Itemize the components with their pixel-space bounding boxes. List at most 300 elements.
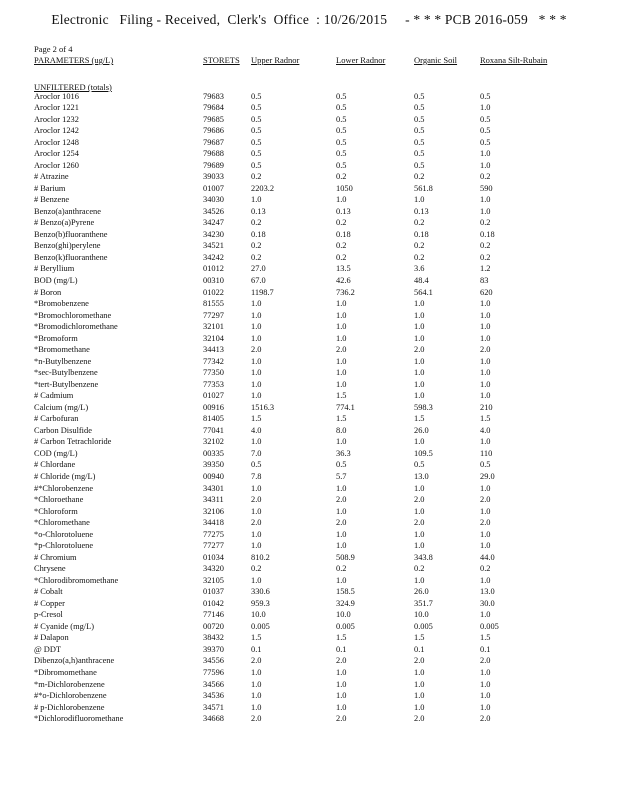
organic-soil-cell: 0.2 xyxy=(414,252,425,262)
parameter-cell: # Dalapon xyxy=(34,633,69,643)
storet-cell: 79688 xyxy=(203,149,224,159)
upper-radnor-cell: 2.0 xyxy=(251,656,262,666)
upper-radnor-cell: 1.0 xyxy=(251,299,262,309)
storet-cell: 00720 xyxy=(203,621,224,631)
table-row xyxy=(0,436,618,447)
roxana-silt-cell: 210 xyxy=(480,402,493,412)
lower-radnor-cell: 1050 xyxy=(336,183,353,193)
lower-radnor-cell: 8.0 xyxy=(336,425,347,435)
storet-cell: 34556 xyxy=(203,656,224,666)
roxana-silt-cell: 1.0 xyxy=(480,333,491,343)
roxana-silt-cell: 0.5 xyxy=(480,137,491,147)
roxana-silt-cell: 1.5 xyxy=(480,414,491,424)
roxana-silt-cell: 1.0 xyxy=(480,575,491,585)
organic-soil-cell: 0.2 xyxy=(414,218,425,228)
parameter-cell: # Barium xyxy=(34,183,66,193)
roxana-silt-cell: 2.0 xyxy=(480,714,491,724)
roxana-silt-cell: 1.0 xyxy=(480,356,491,366)
parameter-cell: # Carbofuran xyxy=(34,414,79,424)
lower-radnor-cell: 0.2 xyxy=(336,252,347,262)
organic-soil-cell: 1.0 xyxy=(414,356,425,366)
roxana-silt-cell: 1.0 xyxy=(480,206,491,216)
table-row xyxy=(0,91,618,102)
table-row xyxy=(0,125,618,136)
parameter-cell: # Benzene xyxy=(34,195,70,205)
roxana-silt-cell: 13.0 xyxy=(480,587,495,597)
roxana-silt-cell: 0.2 xyxy=(480,252,491,262)
storet-cell: 32102 xyxy=(203,437,224,447)
lower-radnor-cell: 2.0 xyxy=(336,656,347,666)
storet-cell: 77342 xyxy=(203,356,224,366)
upper-radnor-cell: 1516.3 xyxy=(251,402,275,412)
lower-radnor-cell: 1.0 xyxy=(336,368,347,378)
table-row xyxy=(0,448,618,459)
storet-cell: 34571 xyxy=(203,702,224,712)
roxana-silt-cell: 590 xyxy=(480,183,493,193)
lower-radnor-cell: 1.0 xyxy=(336,541,347,551)
storet-cell: 34566 xyxy=(203,679,224,689)
roxana-silt-cell: 1.0 xyxy=(480,529,491,539)
parameter-cell: *Chloromethane xyxy=(34,518,90,528)
storet-cell: 34247 xyxy=(203,218,224,228)
organic-soil-cell: 109.5 xyxy=(414,448,433,458)
storet-cell: 32101 xyxy=(203,322,224,332)
lower-radnor-cell: 1.0 xyxy=(336,668,347,677)
storet-cell: 79685 xyxy=(203,114,224,124)
lower-radnor-cell: 0.5 xyxy=(336,103,347,113)
parameter-cell: *o-Chlorotoluene xyxy=(34,529,94,539)
table-row xyxy=(0,206,618,217)
upper-radnor-cell: 0.5 xyxy=(251,126,262,136)
storet-cell: 79689 xyxy=(203,160,224,170)
parameter-cell: # Chloride (mg/L) xyxy=(34,471,96,481)
roxana-silt-cell: 1.0 xyxy=(480,610,491,620)
lower-radnor-cell: 0.5 xyxy=(336,114,347,124)
storet-cell: 00916 xyxy=(203,402,224,412)
roxana-silt-cell: 0.2 xyxy=(480,218,491,228)
parameter-cell: # Chlordane xyxy=(34,460,76,470)
roxana-silt-cell: 2.0 xyxy=(480,495,491,505)
lower-radnor-cell: 0.1 xyxy=(336,644,347,654)
lower-radnor-cell: 1.0 xyxy=(336,356,347,366)
section-title: UNFILTERED (totals) xyxy=(34,82,112,92)
organic-soil-cell: 1.0 xyxy=(414,506,425,516)
organic-soil-cell: 26.0 xyxy=(414,587,429,597)
parameter-cell: Carbon Disulfide xyxy=(34,425,92,435)
storet-cell: 79683 xyxy=(203,91,224,101)
storet-cell: 32105 xyxy=(203,575,224,585)
roxana-silt-cell: 1.0 xyxy=(480,322,491,332)
parameter-cell: Aroclor 1232 xyxy=(34,114,79,124)
roxana-silt-cell: 1.0 xyxy=(480,299,491,309)
parameter-cell: *Bromoform xyxy=(34,333,78,343)
parameter-cell: #*o-Dichlorobenzene xyxy=(34,691,107,701)
organic-soil-cell: 3.6 xyxy=(414,264,425,274)
storet-cell: 34230 xyxy=(203,229,224,239)
organic-soil-cell: 0.5 xyxy=(414,160,425,170)
storet-cell: 00310 xyxy=(203,275,224,285)
storet-cell: 39350 xyxy=(203,460,224,470)
upper-radnor-cell: 1.0 xyxy=(251,310,262,320)
table-row xyxy=(0,506,618,517)
lower-radnor-cell: 1.0 xyxy=(336,529,347,539)
roxana-silt-cell: 0.2 xyxy=(480,172,491,182)
storet-cell: 77277 xyxy=(203,541,224,551)
organic-soil-cell: 1.0 xyxy=(414,391,425,401)
table-row xyxy=(0,160,618,171)
lower-radnor-cell: 0.18 xyxy=(336,229,351,239)
upper-radnor-cell: 0.5 xyxy=(251,114,262,124)
table-row xyxy=(0,529,618,540)
upper-radnor-cell: 27.0 xyxy=(251,264,266,274)
roxana-silt-cell: 0.5 xyxy=(480,126,491,136)
table-row xyxy=(0,344,618,355)
roxana-silt-cell: 1.0 xyxy=(480,379,491,389)
table-row xyxy=(0,471,618,482)
roxana-silt-cell: 1.0 xyxy=(480,437,491,447)
storet-cell: 38432 xyxy=(203,633,224,643)
roxana-silt-cell: 1.0 xyxy=(480,310,491,320)
lower-radnor-cell: 0.5 xyxy=(336,149,347,159)
upper-radnor-cell: 0.1 xyxy=(251,644,262,654)
upper-radnor-cell: 0.13 xyxy=(251,206,266,216)
upper-radnor-cell: 1198.7 xyxy=(251,287,274,297)
roxana-silt-cell: 620 xyxy=(480,287,493,297)
roxana-silt-cell: 1.0 xyxy=(480,679,491,689)
organic-soil-cell: 1.5 xyxy=(414,633,425,643)
storet-cell: 34311 xyxy=(203,495,224,505)
upper-radnor-cell: 10.0 xyxy=(251,610,266,620)
lower-radnor-cell: 2.0 xyxy=(336,345,347,355)
organic-soil-cell: 564.1 xyxy=(414,287,433,297)
lower-radnor-cell: 508.9 xyxy=(336,552,355,562)
organic-soil-cell: 1.0 xyxy=(414,668,425,677)
roxana-silt-cell: 1.0 xyxy=(480,160,491,170)
table-row xyxy=(0,333,618,344)
lower-radnor-cell: 774.1 xyxy=(336,402,355,412)
organic-soil-cell: 26.0 xyxy=(414,425,429,435)
roxana-silt-cell: 0.5 xyxy=(480,460,491,470)
upper-radnor-cell: 1.0 xyxy=(251,702,262,712)
parameter-cell: # Copper xyxy=(34,598,65,608)
table-row xyxy=(0,459,618,470)
lower-radnor-cell: 1.0 xyxy=(336,379,347,389)
parameter-cell: *m-Dichlorobenzene xyxy=(34,679,105,689)
storet-cell: 77353 xyxy=(203,379,224,389)
roxana-silt-cell: 0.5 xyxy=(480,91,491,101)
organic-soil-cell: 351.7 xyxy=(414,598,433,608)
table-row xyxy=(0,402,618,413)
parameter-cell: BOD (mg/L) xyxy=(34,275,78,285)
storet-cell: 34521 xyxy=(203,241,224,251)
organic-soil-cell: 1.0 xyxy=(414,541,425,551)
roxana-silt-cell: 0.2 xyxy=(480,241,491,251)
parameter-cell: Aroclor 1260 xyxy=(34,160,79,170)
storet-cell: 01027 xyxy=(203,391,224,401)
storet-cell: 32106 xyxy=(203,506,224,516)
parameter-cell: Aroclor 1221 xyxy=(34,103,79,113)
storet-cell: 34418 xyxy=(203,518,224,528)
table-row xyxy=(0,240,618,251)
parameter-cell: #*Chlorobenzene xyxy=(34,483,94,493)
roxana-silt-cell: 1.0 xyxy=(480,103,491,113)
roxana-silt-cell: 0.1 xyxy=(480,644,491,654)
storet-cell: 34536 xyxy=(203,691,224,701)
parameter-cell: *Dibromomethane xyxy=(34,668,97,677)
parameter-cell: Dibenzo(a,h)anthracene xyxy=(34,656,115,666)
roxana-silt-cell: 1.5 xyxy=(480,633,491,643)
storet-cell: 79686 xyxy=(203,126,224,136)
parameter-cell: # Beryllium xyxy=(34,264,75,274)
upper-radnor-cell: 1.0 xyxy=(251,575,262,585)
organic-soil-cell: 0.13 xyxy=(414,206,429,216)
organic-soil-cell: 0.1 xyxy=(414,644,425,654)
parameter-cell: # p-Dichlorobenzene xyxy=(34,702,105,712)
table-row xyxy=(0,263,618,274)
column-header-upper-radnor: Upper Radnor xyxy=(251,55,300,65)
organic-soil-cell: 0.2 xyxy=(414,241,425,251)
table-row xyxy=(0,621,618,632)
storet-cell: 34301 xyxy=(203,483,224,493)
upper-radnor-cell: 1.0 xyxy=(251,195,262,205)
table-row xyxy=(0,679,618,690)
lower-radnor-cell: 1.0 xyxy=(336,322,347,332)
roxana-silt-cell: 1.0 xyxy=(480,483,491,493)
parameter-cell: Aroclor 1242 xyxy=(34,126,79,136)
parameter-cell: # Boron xyxy=(34,287,62,297)
table-row xyxy=(0,713,618,724)
upper-radnor-cell: 0.5 xyxy=(251,149,262,159)
parameter-cell: Calcium (mg/L) xyxy=(34,402,89,412)
organic-soil-cell: 1.0 xyxy=(414,379,425,389)
table-row xyxy=(0,390,618,401)
upper-radnor-cell: 2.0 xyxy=(251,714,262,724)
table-row xyxy=(0,425,618,436)
lower-radnor-cell: 0.2 xyxy=(336,241,347,251)
storet-cell: 39033 xyxy=(203,172,224,182)
column-header-organic-soil: Organic Soil xyxy=(414,55,458,65)
lower-radnor-cell: 736.2 xyxy=(336,287,355,297)
lower-radnor-cell: 2.0 xyxy=(336,495,347,505)
organic-soil-cell: 13.0 xyxy=(414,471,429,481)
roxana-silt-cell: 1.0 xyxy=(480,691,491,701)
upper-radnor-cell: 1.5 xyxy=(251,633,262,643)
parameter-cell: Benzo(a)anthracene xyxy=(34,206,101,216)
roxana-silt-cell: 4.0 xyxy=(480,425,491,435)
table-row xyxy=(0,517,618,528)
upper-radnor-cell: 1.0 xyxy=(251,506,262,516)
table-row xyxy=(0,644,618,655)
upper-radnor-cell: 0.2 xyxy=(251,218,262,228)
storet-cell: 01034 xyxy=(203,552,224,562)
lower-radnor-cell: 1.5 xyxy=(336,391,347,401)
organic-soil-cell: 2.0 xyxy=(414,345,425,355)
roxana-silt-cell: 1.0 xyxy=(480,391,491,401)
upper-radnor-cell: 1.0 xyxy=(251,356,262,366)
table-row xyxy=(0,356,618,367)
parameter-cell: Benzo(b)fluoranthene xyxy=(34,229,108,239)
parameter-cell: COD (mg/L) xyxy=(34,448,78,458)
roxana-silt-cell: 1.0 xyxy=(480,668,491,677)
storet-cell: 79687 xyxy=(203,137,224,147)
roxana-silt-cell: 1.0 xyxy=(480,368,491,378)
lower-radnor-cell: 0.2 xyxy=(336,218,347,228)
lower-radnor-cell: 2.0 xyxy=(336,518,347,528)
lower-radnor-cell: 1.0 xyxy=(336,195,347,205)
upper-radnor-cell: 67.0 xyxy=(251,275,266,285)
table-row xyxy=(0,252,618,263)
table-row xyxy=(0,287,618,298)
upper-radnor-cell: 0.5 xyxy=(251,460,262,470)
lower-radnor-cell: 1.0 xyxy=(336,575,347,585)
organic-soil-cell: 1.0 xyxy=(414,679,425,689)
parameter-cell: # Benzo(a)Pyrene xyxy=(34,218,95,228)
table-row xyxy=(0,102,618,113)
upper-radnor-cell: 2.0 xyxy=(251,518,262,528)
roxana-silt-cell: 0.2 xyxy=(480,564,491,574)
organic-soil-cell: 0.5 xyxy=(414,149,425,159)
table-row xyxy=(0,552,618,563)
parameter-cell: Aroclor 1248 xyxy=(34,137,79,147)
table-row xyxy=(0,667,618,678)
upper-radnor-cell: 0.005 xyxy=(251,621,270,631)
organic-soil-cell: 1.0 xyxy=(414,691,425,701)
roxana-silt-cell: 1.0 xyxy=(480,149,491,159)
lower-radnor-cell: 158.5 xyxy=(336,587,355,597)
column-header-lower-radnor: Lower Radnor xyxy=(336,55,386,65)
upper-radnor-cell: 1.0 xyxy=(251,483,262,493)
upper-radnor-cell: 0.5 xyxy=(251,103,262,113)
storet-cell: 34242 xyxy=(203,252,224,262)
table-row xyxy=(0,586,618,597)
table-row xyxy=(0,413,618,424)
table-row xyxy=(0,321,618,332)
organic-soil-cell: 1.0 xyxy=(414,529,425,539)
lower-radnor-cell: 1.0 xyxy=(336,679,347,689)
table-row xyxy=(0,183,618,194)
lower-radnor-cell: 42.6 xyxy=(336,275,351,285)
parameter-cell: @ DDT xyxy=(34,644,62,654)
organic-soil-cell: 48.4 xyxy=(414,275,429,285)
parameter-cell: Aroclor 1016 xyxy=(34,91,79,101)
lower-radnor-cell: 36.3 xyxy=(336,448,351,458)
storet-cell: 01022 xyxy=(203,287,224,297)
lower-radnor-cell: 1.0 xyxy=(336,483,347,493)
upper-radnor-cell: 1.0 xyxy=(251,679,262,689)
upper-radnor-cell: 0.2 xyxy=(251,564,262,574)
lower-radnor-cell: 0.5 xyxy=(336,126,347,136)
table-row xyxy=(0,655,618,666)
upper-radnor-cell: 1.0 xyxy=(251,668,262,677)
upper-radnor-cell: 7.0 xyxy=(251,448,262,458)
lower-radnor-cell: 1.0 xyxy=(336,506,347,516)
storet-cell: 77275 xyxy=(203,529,224,539)
organic-soil-cell: 561.8 xyxy=(414,183,433,193)
parameter-cell: # Cyanide (mg/L) xyxy=(34,621,95,631)
organic-soil-cell: 343.8 xyxy=(414,552,433,562)
roxana-silt-cell: 0.18 xyxy=(480,229,495,239)
roxana-silt-cell: 110 xyxy=(480,448,493,458)
parameter-cell: *tert-Butylbenzene xyxy=(34,379,99,389)
table-row xyxy=(0,598,618,609)
upper-radnor-cell: 0.5 xyxy=(251,160,262,170)
lower-radnor-cell: 13.5 xyxy=(336,264,351,274)
parameter-cell: # Chromium xyxy=(34,552,77,562)
storet-cell: 01042 xyxy=(203,598,224,608)
upper-radnor-cell: 0.2 xyxy=(251,252,262,262)
lower-radnor-cell: 1.0 xyxy=(336,310,347,320)
storet-cell: 32104 xyxy=(203,333,224,343)
lower-radnor-cell: 0.2 xyxy=(336,564,347,574)
organic-soil-cell: 0.2 xyxy=(414,172,425,182)
storet-cell: 34320 xyxy=(203,564,224,574)
upper-radnor-cell: 1.0 xyxy=(251,541,262,551)
lower-radnor-cell: 0.13 xyxy=(336,206,351,216)
table-row xyxy=(0,148,618,159)
table-row xyxy=(0,632,618,643)
storet-cell: 81555 xyxy=(203,299,224,309)
roxana-silt-cell: 1.0 xyxy=(480,195,491,205)
roxana-silt-cell: 29.0 xyxy=(480,471,495,481)
storet-cell: 34030 xyxy=(203,195,224,205)
roxana-silt-cell: 30.0 xyxy=(480,598,495,608)
organic-soil-cell: 2.0 xyxy=(414,495,425,505)
roxana-silt-cell: 0.5 xyxy=(480,114,491,124)
lower-radnor-cell: 1.0 xyxy=(336,702,347,712)
upper-radnor-cell: 2203.2 xyxy=(251,183,275,193)
upper-radnor-cell: 0.18 xyxy=(251,229,266,239)
parameter-cell: *n-Butylbenzene xyxy=(34,356,92,366)
table-row xyxy=(0,379,618,390)
parameter-cell: *Bromochloromethane xyxy=(34,310,112,320)
upper-radnor-cell: 1.0 xyxy=(251,691,262,701)
organic-soil-cell: 0.5 xyxy=(414,460,425,470)
upper-radnor-cell: 0.5 xyxy=(251,91,262,101)
table-row xyxy=(0,298,618,309)
roxana-silt-cell: 1.0 xyxy=(480,506,491,516)
parameter-cell: # Cadmium xyxy=(34,391,74,401)
lower-radnor-cell: 10.0 xyxy=(336,610,351,620)
table-row xyxy=(0,483,618,494)
parameter-cell: # Cobalt xyxy=(34,587,63,597)
parameter-cell: # Carbon Tetrachloride xyxy=(34,437,112,447)
upper-radnor-cell: 810.2 xyxy=(251,552,270,562)
storet-cell: 79684 xyxy=(203,103,224,113)
upper-radnor-cell: 4.0 xyxy=(251,425,262,435)
organic-soil-cell: 0.18 xyxy=(414,229,429,239)
organic-soil-cell: 1.0 xyxy=(414,437,425,447)
lower-radnor-cell: 0.5 xyxy=(336,137,347,147)
column-header-roxana-silt: Roxana Silt-Rubain xyxy=(480,55,548,65)
table-row xyxy=(0,114,618,125)
table-row xyxy=(0,609,618,620)
parameter-cell: *sec-Butylbenzene xyxy=(34,368,98,378)
organic-soil-cell: 1.0 xyxy=(414,195,425,205)
table-row xyxy=(0,194,618,205)
table-row xyxy=(0,217,618,228)
lower-radnor-cell: 0.2 xyxy=(336,172,347,182)
organic-soil-cell: 10.0 xyxy=(414,610,429,620)
filing-stamp: Electronic Filing - Received, Clerk's Office : 10/26/2015 - * * * PCB 2016-059 * * * xyxy=(51,12,567,27)
organic-soil-cell: 1.0 xyxy=(414,575,425,585)
lower-radnor-cell: 0.5 xyxy=(336,460,347,470)
roxana-silt-cell: 1.0 xyxy=(480,541,491,551)
column-header-storets: STORETS xyxy=(203,55,240,65)
lower-radnor-cell: 324.9 xyxy=(336,598,355,608)
storet-cell: 00940 xyxy=(203,471,224,481)
roxana-silt-cell: 44.0 xyxy=(480,552,495,562)
storet-cell: 34413 xyxy=(203,345,224,355)
